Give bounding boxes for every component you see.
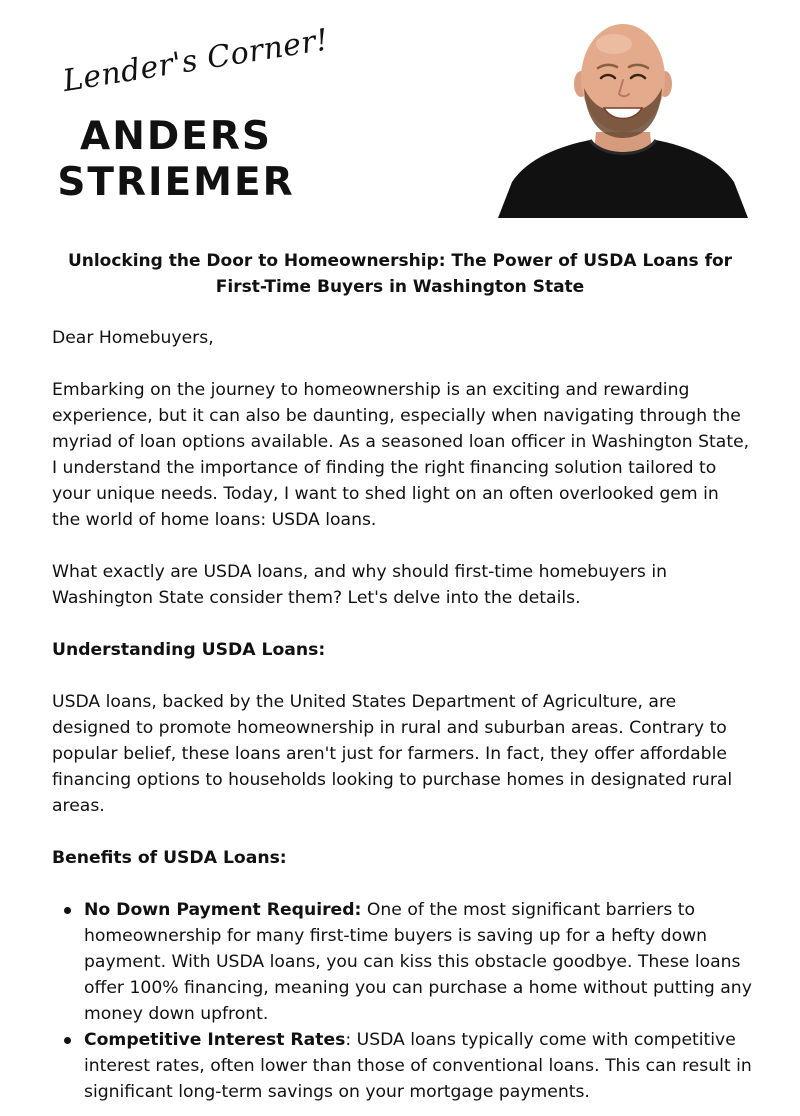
list-item — [84, 897, 752, 1027]
headline-line-2: First-Time Buyers in Washington State — [215, 277, 585, 297]
list-item — [84, 1027, 752, 1105]
benefit-text: : USDA loans typically come with competitive interest rates, often lower than those of conventional loans. This can result in significant long-term savings on your mortgage payments. — [84, 1030, 752, 1102]
lenders-corner-script-title: Lender's Corner! — [60, 22, 332, 99]
intro-paragraph: Embarking on the journey to homeownership is an exciting and rewarding experience, but it can also be daunting, especially when navigating through the myriad of loan options available. As a seasoned loan officer in Washington State, I understand the importance of finding the right financing solution tailored to your unique needs. Today, I want to shed light on an often overlooked gem in the world of home loans: USDA loans. — [52, 380, 750, 530]
portrait-illustration — [498, 22, 748, 218]
article-headline — [52, 248, 748, 300]
author-last-name: STRIEMER — [57, 160, 295, 205]
understanding-paragraph: USDA loans, backed by the United States Department of Agriculture, are designed to promote homeownership in rural and suburban areas. Contrary to popular belief, these loans aren't just for farmers. In fact, they offer affordable financing options to households looking to purchase homes in designated rural areas. — [52, 692, 733, 816]
greeting: Dear Homebuyers, — [52, 328, 214, 348]
benefit-text: One of the most significant barriers to homeownership for many first-time buyers is saving up for a hefty down payment. With USDA loans, you can kiss this obstacle goodbye. These loans offer 100% financing, meaning you can purchase a home without putting any money down upfront. — [84, 900, 752, 1024]
headline-line-1: Unlocking the Door to Homeownership: The Power of USDA Loans for — [67, 251, 733, 271]
article-body — [52, 325, 752, 1105]
author-portrait — [498, 22, 748, 218]
benefits-list — [52, 897, 752, 1105]
benefit-title: No Down Payment Required: — [84, 900, 362, 920]
author-first-name: ANDERS — [80, 114, 272, 159]
benefit-title: Competitive Interest Rates — [84, 1030, 346, 1050]
section-heading-understanding: Understanding USDA Loans: — [52, 640, 326, 660]
section-heading-benefits: Benefits of USDA Loans: — [52, 848, 287, 868]
question-paragraph: What exactly are USDA loans, and why should first-time homebuyers in Washington State consider them? Let's delve into the details. — [52, 562, 667, 608]
